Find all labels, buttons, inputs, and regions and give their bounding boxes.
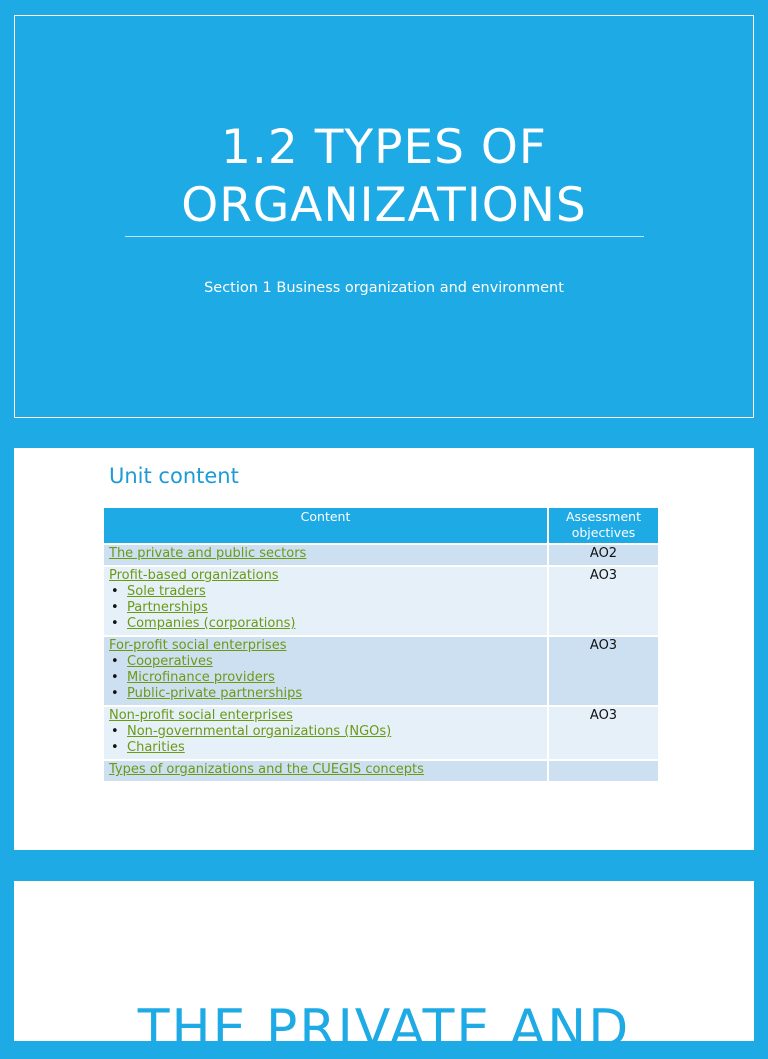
header-content: Content <box>104 508 548 544</box>
ao-cell <box>548 760 658 781</box>
table-row <box>104 566 658 636</box>
subtopic-link[interactable]: Microfinance providers <box>127 670 275 685</box>
subtopic-link[interactable]: Non-governmental organizations (NGOs) <box>127 724 392 739</box>
slide-title-line-2: ORGANIZATIONS <box>181 178 587 233</box>
list-item <box>109 686 542 702</box>
topic-link[interactable]: Profit-based organizations <box>109 568 279 583</box>
content-cell <box>104 760 548 781</box>
topic-link[interactable]: The private and public sectors <box>109 546 307 561</box>
slide-subtitle: Section 1 Business organization and environment <box>204 280 564 296</box>
unit-content-slide <box>14 448 754 850</box>
content-cell <box>104 706 548 760</box>
subtopic-list <box>109 584 542 632</box>
subtopic-link[interactable]: Charities <box>127 740 185 755</box>
subtopic-list <box>109 654 542 702</box>
title-divider <box>125 236 644 237</box>
subtopic-link[interactable]: Public-private partnerships <box>127 686 303 701</box>
content-cell <box>104 636 548 706</box>
list-item <box>109 616 542 632</box>
subtopic-link[interactable]: Partnerships <box>127 600 208 615</box>
list-item <box>109 600 542 616</box>
subtopic-link[interactable]: Companies (corporations) <box>127 616 296 631</box>
list-item <box>109 740 542 756</box>
section-slide <box>14 881 754 1059</box>
subtopic-link[interactable]: Cooperatives <box>127 654 213 669</box>
unit-content-heading: Unit content <box>109 464 239 488</box>
ao-cell: AO3 <box>548 636 658 706</box>
content-cell <box>104 544 548 566</box>
ao-cell: AO3 <box>548 566 658 636</box>
slide-title-line-1: 1.2 TYPES OF <box>221 120 547 175</box>
list-item <box>109 724 542 740</box>
table-row <box>104 706 658 760</box>
content-cell <box>104 566 548 636</box>
list-item <box>109 654 542 670</box>
table-row <box>104 544 658 566</box>
topic-link[interactable]: For-profit social enterprises <box>109 638 287 653</box>
topic-link[interactable]: Types of organizations and the CUEGIS concepts <box>109 762 424 777</box>
table-row <box>104 636 658 706</box>
header-assessment-objectives: Assessment objectives <box>548 508 658 544</box>
table-row <box>104 760 658 781</box>
ao-cell: AO3 <box>548 706 658 760</box>
ao-cell: AO2 <box>548 544 658 566</box>
unit-content-table <box>104 508 658 781</box>
subtopic-list <box>109 724 542 756</box>
list-item <box>109 584 542 600</box>
title-slide <box>14 15 754 418</box>
slide-title <box>15 119 753 235</box>
list-item <box>109 670 542 686</box>
topic-link[interactable]: Non-profit social enterprises <box>109 708 293 723</box>
subtopic-link[interactable]: Sole traders <box>127 584 206 599</box>
table-header-row <box>104 508 658 544</box>
section-title: THE PRIVATE AND <box>137 999 631 1059</box>
